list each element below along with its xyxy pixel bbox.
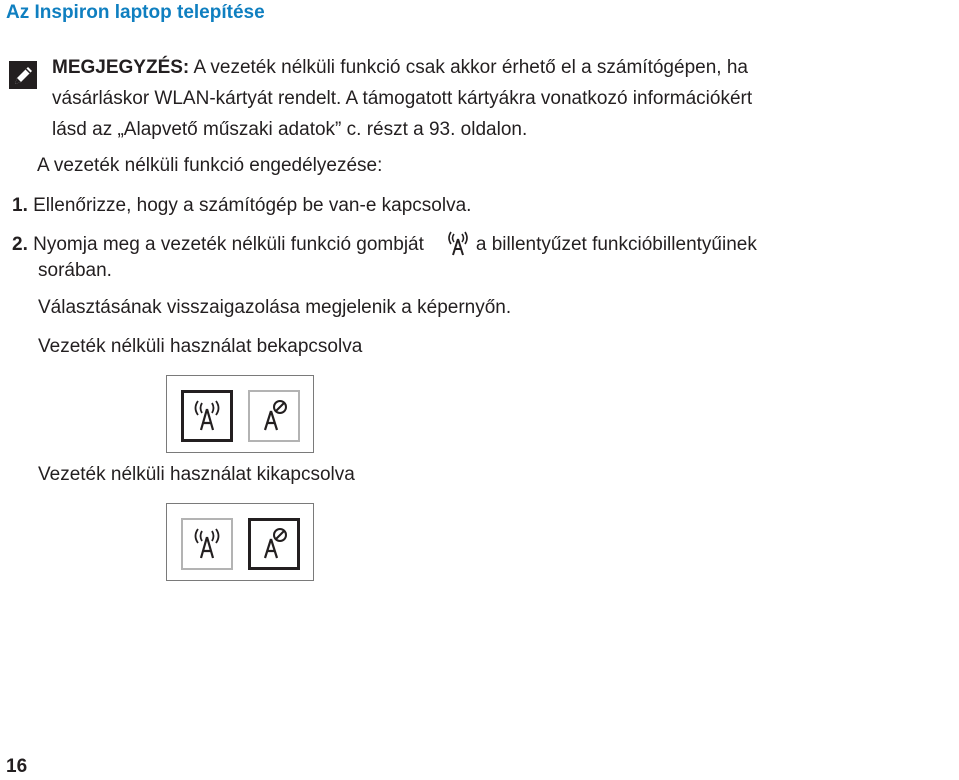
note-line-3: lásd az „Alapvető műszaki adatok” c. részt a 93. oldalon. — [52, 119, 528, 140]
note-label: MEGJEGYZÉS: — [52, 57, 190, 78]
wireless-off-icon — [259, 527, 289, 561]
step-2-text-after: a billentyűzet funkcióbillentyűinek — [475, 234, 757, 255]
note-line-2: vásárláskor WLAN-kártyát rendelt. A támogatott kártyákra vonatkozó információkért — [52, 88, 753, 109]
step-2-line-2: sorában. — [38, 260, 112, 281]
wireless-on-status-image — [166, 375, 314, 453]
wireless-off-key — [248, 390, 300, 442]
note-pencil-icon — [8, 60, 38, 90]
wireless-antenna-icon — [446, 230, 470, 258]
note-text-1: A vezeték nélküli funkció csak akkor érhető el a számítógépen, ha — [189, 57, 748, 78]
wireless-on-icon — [192, 527, 222, 561]
step-2-number: 2. — [12, 234, 28, 255]
page-header-title: Az Inspiron laptop telepítése — [6, 2, 265, 23]
wireless-on-key — [181, 518, 233, 570]
intro-text: A vezeték nélküli funkció engedélyezése: — [37, 155, 383, 176]
caption-wireless-on: Vezeték nélküli használat bekapcsolva — [38, 336, 363, 357]
wireless-off-status-image — [166, 503, 314, 581]
page-number: 16 — [6, 756, 28, 777]
step-2 — [12, 230, 757, 258]
caption-wireless-off: Vezeték nélküli használat kikapcsolva — [38, 464, 355, 485]
step-1-number: 1. — [12, 195, 28, 216]
confirmation-text: Választásának visszaigazolása megjelenik a képernyőn. — [38, 297, 512, 318]
wireless-on-icon — [192, 399, 222, 433]
step-2-text-before: Nyomja meg a vezeték nélküli funkció gombját — [27, 234, 424, 255]
note-line-1 — [52, 57, 748, 79]
wireless-off-icon — [259, 399, 289, 433]
wireless-off-key — [248, 518, 300, 570]
wireless-on-key — [181, 390, 233, 442]
step-1-text: Ellenőrizze, hogy a számítógép be van-e kapcsolva. — [27, 195, 472, 216]
step-1 — [12, 195, 471, 217]
